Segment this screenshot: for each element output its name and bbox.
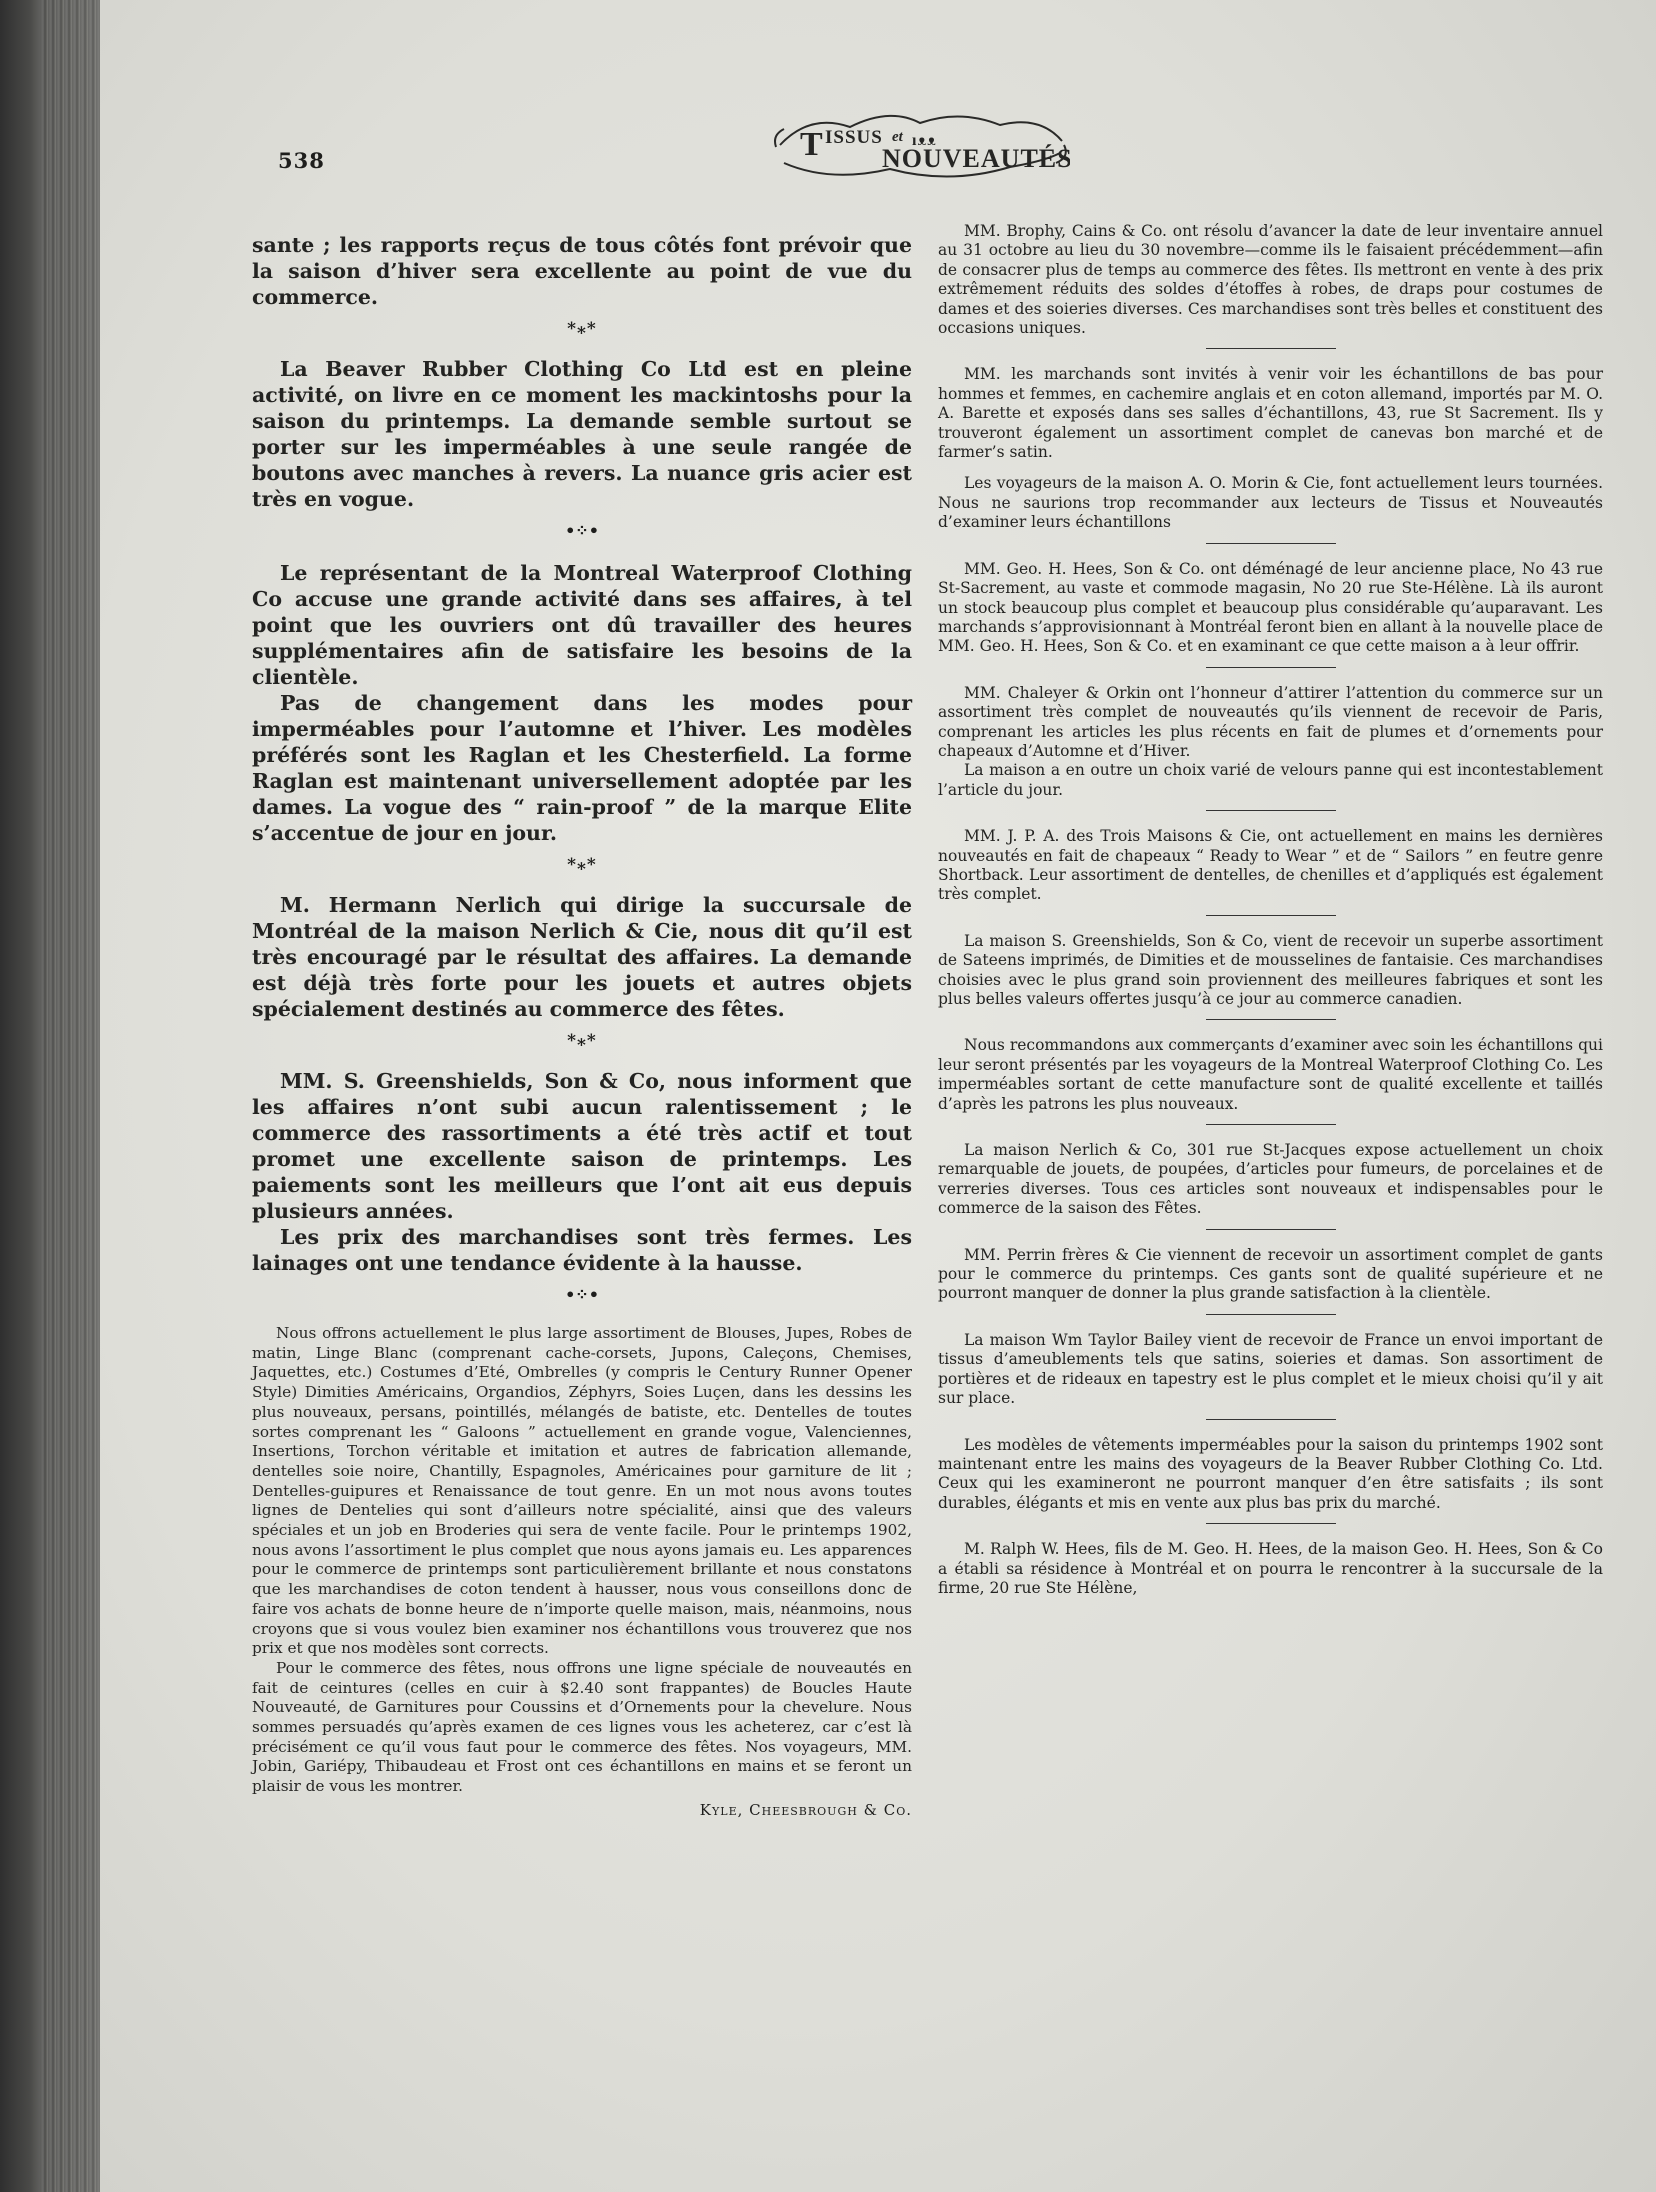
item-trois-maisons: MM. J. P. A. des Trois Maisons & Cie, ont actuellement en mains les dernières nouveautés en fait de chapeaux “ Ready to Wear ” et de “ Sailors ” en feutre genre Shortback. Leur assortiment de dentelles, de chenilles et d’appliqués est également très complet.: [938, 827, 1603, 904]
item-hees-move: MM. Geo. H. Hees, Son & Co. ont déménagé de leur ancienne place, No 43 rue St-Sacrement, au vaste et commode magasin, No 20 rue Ste-Hélène. Là ils auront un stock beaucoup plus complet et beaucoup plus considérable qu’auparavant. Les marchands s’approvisionnant à Montréal feront bien en allant à la nouvelle place de MM. Geo. H. Hees, Son & Co. et en examinant ce que cette maison a à leur offrir.: [938, 559, 1603, 656]
item-chaleyer-velours: La maison a en outre un choix varié de velours panne qui est incontestablement l’article du jour.: [938, 761, 1603, 799]
item-taylor-bailey: La maison Wm Taylor Bailey vient de recevoir de France un envoi important de tissus d’ameublements tels que satins, soieries et damas. Son assortiment de portières et de rideaux en tapestry est le plus complet et le mieux choisi qu’il y ait sur place.: [938, 1330, 1603, 1408]
item-greenshields-sateens: La maison S. Greenshields, Son & Co, vient de recevoir un superbe assortiment de Sateens imprimés, de Dimities et de mousselines de fantaisie. Ces marchandises choisies avec le plus grand soin proviennent des meilleures fabriques et sont les plus belles valeurs offertes jusqu’à ce jour au commerce canadien.: [938, 931, 1603, 1008]
separator-rule: [1206, 1523, 1336, 1524]
advertisement-paragraph: Pour le commerce des fêtes, nous offrons une ligne spéciale de nouveautés en fait de ceintures (celles en cuir à $2.40 sont frappantes) de Boucles Haute Nouveauté, de Garnitures pour Coussins et d’Ornements pour la chevelure. Nous sommes persuadés qu’après examen de ces lignes vous les acheterez, car c’est là précisément ce qu’il vous faut pour le commerce des fêtes. Nos voyageurs, MM. Jobin, Gariépy, Thibaudeau et Frost ont ces échantillons en mains et se feront un plaisir de vous les montrer.: [252, 1658, 912, 1796]
left-column: [252, 232, 912, 1819]
item-perrin-gants: MM. Perrin frères & Cie viennent de recevoir un assortiment complet de gants pour le commerce du printemps. Ces gants sont de qualité supérieure et ne pourront manquer de donner la plus grande satisfaction à la clientèle.: [938, 1245, 1603, 1303]
item-barette: MM. les marchands sont invités à venir voir les échantillons de bas pour hommes et femmes, en cachemire anglais et en coton allemand, importés par M. O. A. Barette et exposés dans ses salles d’échantillons, 43, rue St Sacrement. Ils y trouveront également un assortiment complet de canevas bon marché et de farmer’s satin.: [938, 365, 1603, 462]
right-column: [938, 222, 1603, 1598]
item-morin: Les voyageurs de la maison A. O. Morin & Cie, font actuellement leurs tournées. Nous ne saurions trop recommander aux lecteurs de Tissus et Nouveautés d’examiner leurs échantillons: [938, 474, 1603, 532]
separator-rule: [1206, 667, 1336, 668]
separator-rule: [1206, 810, 1336, 811]
paragraph-beaver-rubber: La Beaver Rubber Clothing Co Ltd est en pleine activité, on livre en ce moment les mackintoshs pour la saison du printemps. La demande semble surtout se porter sur les imperméables à une seule rangée de boutons avec manches à revers. La nuance gris acier est très en vogue.: [252, 357, 912, 511]
dots-separator: •⁘•: [565, 1285, 599, 1304]
separator-rule: [1206, 543, 1336, 544]
separator-rule: [1206, 348, 1336, 349]
item-nerlich-jouets: La maison Nerlich & Co, 301 rue St-Jacques expose actuellement un choix remarquable de jouets, de poupées, d’articles pour fumeurs, de porcelaines et de verreries diverses. Tous ces articles sont nouveaux et indispensables pour le commerce de la saison des Fêtes.: [938, 1141, 1603, 1218]
separator-rule: [1206, 1124, 1336, 1125]
asterism-separator: *⁎*: [567, 1031, 597, 1051]
page-number: 538: [278, 148, 325, 173]
item-brophy-cains: MM. Brophy, Cains & Co. ont résolu d’avancer la date de leur inventaire annuel au 31 octobre au lieu du 30 novembre—comme ils le faisaient précédemment—afin de consacrer plus de temps au commerce des fêtes. Ils mettront en vente à des prix extrêmement réduits des soldes d’étoffes à robes, de draps pour costumes de dames et des soieries diverses. Ces marchandises sont très belles et constituent des occasions uniques.: [938, 222, 1603, 338]
paragraph-prices: Les prix des marchandises sont très fermes. Les lainages ont une tendance évidente à la hausse.: [252, 1225, 912, 1275]
item-chaleyer-orkin: MM. Chaleyer & Orkin ont l’honneur d’attirer l’attention du commerce sur un assortiment très complet de nouveautés qu’ils viennent de recevoir de Paris, comprenant les articles les plus récents en fait de plumes et d’ornements pour chapeaux d’Automne et d’Hiver.: [938, 683, 1603, 760]
paragraph-end-of-article: sante ; les rapports reçus de tous côtés font prévoir que la saison d’hiver sera excellente au point de vue du commerce.: [252, 233, 912, 309]
separator-rule: [1206, 1229, 1336, 1230]
masthead-word-1: T: [800, 126, 823, 163]
separator-rule: [1206, 1419, 1336, 1420]
item-ralph-hees: M. Ralph W. Hees, fils de M. Geo. H. Hees, de la maison Geo. H. Hees, Son & Co a établi sa résidence à Montréal et on pourra le rencontrer à la succursale de la firme, 20 rue Ste Hélène,: [938, 1540, 1603, 1597]
paragraph-greenshields: MM. S. Greenshields, Son & Co, nous informent que les affaires n’ont subi aucun ralentissement ; le commerce des rassortiments a été très actif et tout promet une excellente saison de printemps. Les paiements sont les meilleurs que l’ont ait eus depuis plusieurs années.: [252, 1069, 912, 1223]
asterism-separator: *⁎*: [567, 319, 597, 339]
item-beaver-rubber-models: Les modèles de vêtements imperméables pour la saison du printemps 1902 sont maintenant entre les mains des voyageurs de la Beaver Rubber Clothing Co. Ltd. Ceux qui les examineront ne pourront manquer d’en être satisfaits ; ils sont durables, élégants et mis en vente aux plus bas prix du marché.: [938, 1435, 1603, 1512]
masthead-logo-graphic: [770, 105, 1070, 185]
masthead-word-5: NOUVEAUTÉS: [882, 144, 1070, 173]
item-waterproof-voyageurs: Nous recommandons aux commerçants d’examiner avec soin les échantillons qui leur seront présentés par les voyageurs de la Montreal Waterproof Clothing Co. Les imperméables sortant de cette manufacture sont de qualité excellente et taillés d’après les patrons les plus nouveaux.: [938, 1036, 1603, 1113]
separator-rule: [1206, 915, 1336, 916]
masthead-word-4: ıᴥᴥ: [912, 132, 937, 149]
paragraph-montreal-waterproof: Le représentant de la Montreal Waterproof Clothing Co accuse une grande activité dans ses affaires, à tel point que les ouvriers ont dû travailler des heures supplémentaires afin de satisfaire les besoins de la clientèle.: [252, 561, 912, 689]
masthead-word-2: ISSUS: [825, 127, 883, 148]
paragraph-raglan-fashion: Pas de changement dans les modes pour imperméables pour l’automne et l’hiver. Les modèles préférés sont les Raglan et les Chesterfield. La forme Raglan est maintenant universellement adoptée par les dames. La vogue des “ rain-proof ” de la marque Elite s’accentue de jour en jour.: [252, 691, 912, 845]
dots-separator: •⁘•: [565, 521, 599, 540]
separator-rule: [1206, 1314, 1336, 1315]
masthead-word-3: et: [892, 129, 903, 145]
paragraph-nerlich: M. Hermann Nerlich qui dirige la succursale de Montréal de la maison Nerlich & Cie, nous dit qu’il est très encouragé par le résultat des affaires. La demande est déjà très forte pour les jouets et autres objets spécialement destinés au commerce des fêtes.: [252, 893, 912, 1021]
advertisement-signature: Kyle, Cheesbrough & Co.: [699, 1800, 912, 1819]
separator-rule: [1206, 1019, 1336, 1020]
book-page-edges: [40, 0, 100, 2192]
masthead-logo: [770, 105, 1070, 185]
asterism-separator: *⁎*: [567, 855, 597, 875]
advertisement-paragraph: Nous offrons actuellement le plus large assortiment de Blouses, Jupes, Robes de matin, Linge Blanc (comprenant cache-corsets, Jupons, Caleçons, Chemises, Jaquettes, etc.) Costumes d’Eté, Ombrelles (y compris le Century Runner Opener Style) Dimities Américains, Organdios, Zéphyrs, Soies Luçen, dans les dessins les plus nouveaux, persans, pointillés, mélangés de batiste, etc. Dentelles de toutes sortes comprenant les “ Galoons ” actuellement en grande vogue, Valenciennes, Insertions, Torchon véritable et imitation et autres de fabrication allemande, dentelles soie noire, Chantilly, Espagnoles, Américaines pour garniture de lit ; Dentelles-guipures et Renaissance de tout genre. En un mot nous avons toutes lignes de Dentelies qui sont d’ailleurs notre spécialité, ainsi que des valeurs spéciales et un job en Broderies qui sera de vente facile. Pour le printemps 1902, nous avons l’assortiment le plus complet que nous ayons jamais eu. Les apparences pour le commerce de printemps sont particulièrement brillante et nous constatons que les marchandises de coton tendent à hausser, nous vous conseillons donc de faire vos achats de bonne heure de n’importe quelle maison, mais, néanmoins, nous croyons que si vous voulez bien examiner nos échantillons vous trouverez que nos prix et que nos modèles sont corrects.: [252, 1324, 912, 1658]
